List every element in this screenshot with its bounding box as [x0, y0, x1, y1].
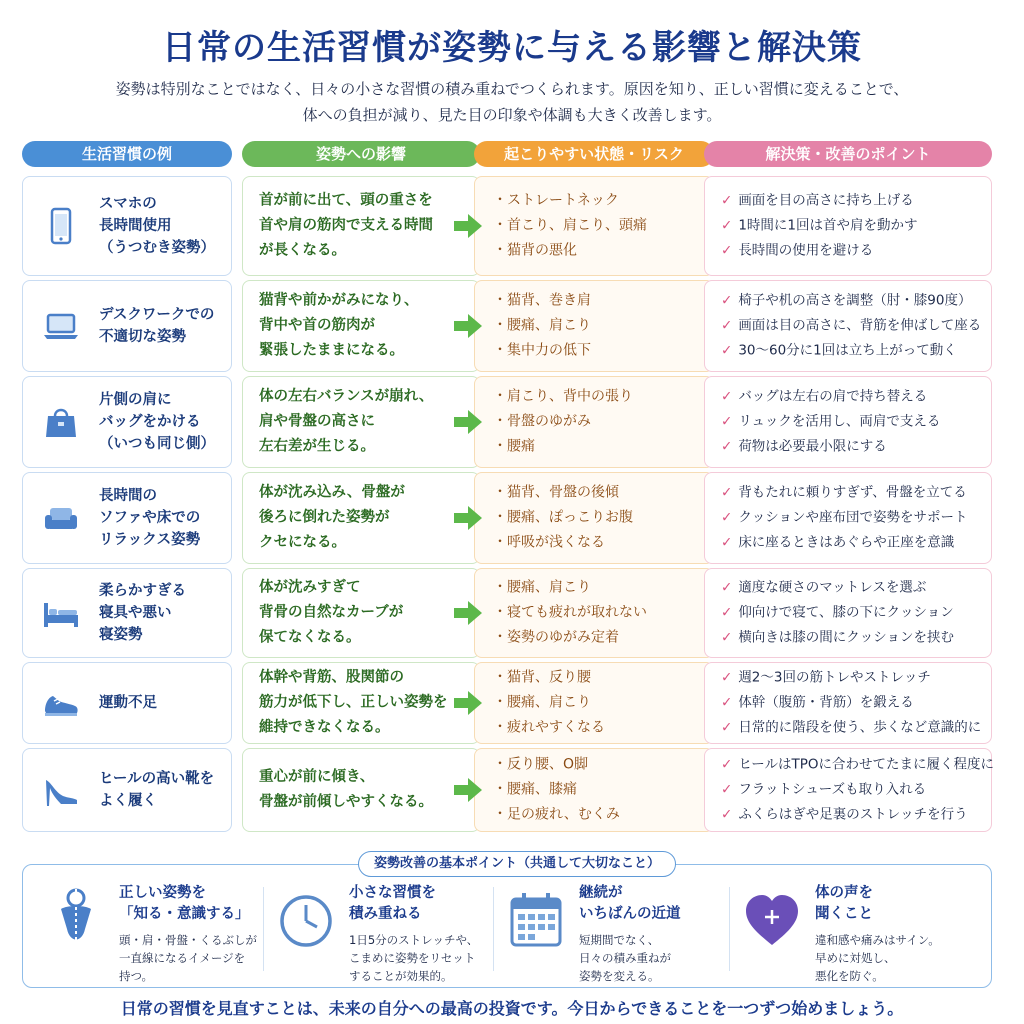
basic-desc-line: こまめに姿勢をリセット — [349, 951, 476, 965]
solution-item — [721, 289, 985, 314]
risk-item — [493, 601, 705, 626]
solution-text: 画面を目の高さに持ち上げる — [738, 192, 914, 209]
risk-text: 腰痛、ぽっこりお腹 — [507, 509, 633, 526]
check-icon: ✓ — [721, 413, 733, 430]
check-icon: ✓ — [721, 719, 733, 736]
effect-cell — [242, 568, 480, 658]
effect-line: 体が沈みすぎて — [259, 579, 361, 596]
basic-desc — [119, 931, 257, 985]
effect-line: 首が前に出て、頭の重さを — [259, 192, 433, 209]
basic-point — [507, 881, 727, 981]
habit-line: 長時間使用 — [99, 218, 172, 234]
effect-text — [259, 576, 461, 651]
check-icon: ✓ — [721, 388, 733, 405]
solution-text: 30〜60分に1回は立ち上がって動く — [738, 342, 957, 359]
basic-title-line: 正しい姿勢を — [119, 885, 206, 901]
solution-text: バッグは左右の肩で持ち替える — [738, 388, 928, 405]
basic-point — [743, 881, 963, 981]
basic-desc-line: 持つ。 — [119, 969, 154, 983]
calendar-icon — [507, 887, 565, 951]
effect-text — [259, 481, 461, 556]
arrow-right-icon — [452, 776, 484, 804]
risk-text: 腰痛、肩こり — [507, 317, 591, 334]
habit-cell — [22, 376, 232, 468]
solution-text: フラットシューズも取り入れる — [738, 781, 927, 798]
solution-text: ふくらはぎや足裏のストレッチを行う — [738, 806, 968, 823]
arrow-right-icon — [452, 408, 484, 436]
arrow-right-icon — [452, 504, 484, 532]
risk-text: 腰痛 — [507, 438, 535, 455]
table-row — [22, 176, 992, 276]
risk-item — [493, 626, 705, 651]
risk-item — [493, 314, 705, 339]
basic-title — [349, 883, 436, 925]
risk-item — [493, 410, 705, 435]
bed-icon — [39, 591, 83, 635]
header-solution: 解決策・改善のポイント — [704, 141, 992, 167]
solution-item — [721, 576, 985, 601]
check-icon: ✓ — [721, 579, 733, 596]
risk-text: 足の疲れ、むくみ — [507, 806, 620, 823]
solution-cell — [704, 568, 992, 658]
effect-line: 重心が前に傾き、 — [259, 769, 375, 785]
solution-text: クッションや座布団で姿勢をサポート — [738, 509, 968, 526]
risk-cell — [474, 748, 714, 832]
risk-list — [493, 666, 705, 741]
basic-title-line: 小さな習慣を — [349, 885, 436, 901]
solution-text: 横向きは膝の間にクッションを挟む — [738, 629, 955, 646]
check-icon: ✓ — [721, 509, 733, 526]
basic-desc-line: することが効果的。 — [349, 969, 453, 983]
risk-item — [493, 289, 705, 314]
basic-desc-line: 姿勢を変える。 — [579, 969, 660, 983]
heart-icon — [743, 887, 801, 951]
solution-item — [721, 435, 985, 460]
risk-text: 呼吸が浅くなる — [507, 534, 605, 551]
effect-line: 背中や首の筋肉が — [259, 317, 375, 334]
habit-text — [99, 304, 223, 348]
solution-text: 1時間に1回は首や肩を動かす — [738, 217, 918, 234]
risk-text: 腰痛、肩こり — [507, 579, 591, 596]
solution-text: 週2〜3回の筋トレやストレッチ — [738, 669, 931, 686]
basic-title-line: 聞くこと — [815, 906, 873, 922]
risk-item — [493, 803, 705, 828]
habit-cell — [22, 472, 232, 564]
risk-item — [493, 753, 705, 778]
risk-text: 首こり、肩こり、頭痛 — [507, 217, 647, 234]
effect-line: 左右差が生じる。 — [259, 438, 375, 455]
habit-line: スマホの — [99, 196, 157, 212]
header-habit: 生活習慣の例 — [22, 141, 232, 167]
risk-text: 集中力の低下 — [507, 342, 591, 359]
risk-text: 猫背の悪化 — [507, 242, 577, 259]
basic-desc-line: 一直線になるイメージを — [119, 951, 246, 965]
solution-item — [721, 214, 985, 239]
solution-text: 背もたれに頼りすぎず、骨盤を立てる — [738, 484, 967, 501]
effect-line: 背骨の自然なカーブが — [259, 604, 404, 621]
posture-figure-icon — [47, 887, 105, 951]
table-row — [22, 280, 992, 372]
solution-list — [721, 666, 985, 741]
laptop-icon — [39, 304, 83, 348]
table-row — [22, 472, 992, 564]
basic-desc — [815, 931, 940, 985]
solution-cell — [704, 176, 992, 276]
risk-item — [493, 339, 705, 364]
risk-cell — [474, 376, 714, 468]
table-row — [22, 748, 995, 832]
effect-cell — [242, 280, 480, 372]
basic-desc — [579, 931, 671, 985]
check-icon: ✓ — [721, 484, 733, 501]
solution-cell — [704, 280, 992, 372]
habit-text — [99, 389, 223, 455]
basic-desc-line: 頭・肩・骨盤・くるぶしが — [119, 933, 257, 947]
risk-list — [493, 576, 705, 651]
solution-text: ヒールはTPOに合わせてたまに履く程度に — [738, 756, 995, 773]
check-icon: ✓ — [721, 694, 733, 711]
solution-list — [721, 385, 985, 460]
habit-line: （いつも同じ側） — [99, 436, 215, 452]
basic-desc-line: 早めに対処し、 — [815, 951, 896, 965]
risk-cell — [474, 280, 714, 372]
habit-line: 柔らかすぎる — [99, 583, 186, 599]
effect-line: が長くなる。 — [259, 242, 346, 259]
risk-text: 猫背、反り腰 — [507, 669, 591, 686]
basic-title — [815, 883, 873, 925]
solution-item — [721, 410, 985, 435]
habit-line: ソファや床での — [99, 510, 201, 526]
effect-cell — [242, 176, 480, 276]
risk-item — [493, 531, 705, 556]
intro-line-2: 体への負担が減り、見た目の印象や体調も大きく改善します。 — [302, 106, 722, 124]
page-title: 日常の生活習慣が姿勢に与える影響と解決策 — [162, 28, 862, 68]
effect-text — [259, 289, 461, 364]
risk-text: 腰痛、膝痛 — [507, 781, 577, 798]
table-row — [22, 662, 992, 744]
effect-cell — [242, 662, 480, 744]
solution-list — [721, 481, 985, 556]
solution-cell — [704, 662, 992, 744]
effect-text — [259, 385, 461, 460]
solution-text: 椅子や机の高さを調整（肘・膝90度） — [738, 292, 972, 309]
check-icon: ✓ — [721, 292, 733, 309]
solution-list — [721, 753, 995, 828]
solution-list — [721, 576, 985, 651]
risk-list — [493, 481, 705, 556]
effect-line: 保てなくなる。 — [259, 629, 361, 646]
solution-item — [721, 385, 985, 410]
check-icon: ✓ — [721, 781, 733, 798]
risk-text: 骨盤のゆがみ — [507, 413, 591, 430]
basic-title-line: 積み重ねる — [349, 906, 422, 922]
solution-list — [721, 289, 985, 364]
intro-text — [40, 76, 984, 128]
divider — [493, 887, 494, 971]
solution-item — [721, 691, 985, 716]
basics-label: 姿勢改善の基本ポイント（共通して大切なこと） — [358, 851, 676, 877]
habit-line: リラックス姿勢 — [99, 532, 201, 548]
effect-line: 体が沈み込み、骨盤が — [259, 484, 405, 501]
arrow-right-icon — [452, 599, 484, 627]
solution-item — [721, 189, 985, 214]
risk-item — [493, 576, 705, 601]
risk-item — [493, 691, 705, 716]
risk-text: 姿勢のゆがみ定着 — [507, 629, 619, 646]
risk-cell — [474, 568, 714, 658]
habit-cell — [22, 568, 232, 658]
risk-text: 疲れやすくなる — [507, 719, 605, 736]
divider — [263, 887, 264, 971]
solution-item — [721, 339, 985, 364]
habit-line: バッグをかける — [99, 414, 201, 430]
risk-item — [493, 778, 705, 803]
risk-list — [493, 289, 705, 364]
habit-line: （うつむき姿勢） — [99, 240, 215, 256]
basic-title-line: 体の声を — [815, 885, 873, 901]
solution-item — [721, 531, 985, 556]
sneaker-icon — [39, 681, 83, 725]
habit-line: デスクワークでの — [99, 307, 215, 323]
risk-item — [493, 481, 705, 506]
solution-cell — [704, 376, 992, 468]
basic-point — [47, 881, 267, 981]
check-icon: ✓ — [721, 342, 733, 359]
solution-item — [721, 314, 985, 339]
habit-line: 不適切な姿勢 — [99, 329, 186, 345]
solution-item — [721, 506, 985, 531]
basic-desc — [349, 931, 478, 985]
habit-line: 寝具や悪い — [99, 605, 172, 621]
check-icon: ✓ — [721, 217, 733, 234]
effect-cell — [242, 472, 480, 564]
basic-title-line: 「知る・意識する」 — [119, 906, 250, 922]
habit-cell — [22, 280, 232, 372]
effect-line: 体の左右バランスが崩れ、 — [259, 388, 434, 405]
effect-line: 体幹や背筋、股関節の — [259, 669, 404, 686]
risk-list — [493, 189, 705, 264]
solution-text: 日常的に階段を使う、歩くなど意識的に — [738, 719, 982, 736]
basic-title-line: いちばんの近道 — [579, 906, 681, 922]
solution-text: 荷物は必要最小限にする — [738, 438, 887, 455]
solution-item — [721, 239, 985, 264]
effect-line: 首や肩の筋肉で支える時間 — [259, 217, 433, 234]
solution-text: 床に座るときはあぐらや正座を意識 — [738, 534, 955, 551]
effect-line: 骨盤が前傾しやすくなる。 — [259, 794, 433, 810]
effect-line: クセになる。 — [259, 534, 346, 551]
column-headers — [22, 141, 992, 167]
smartphone-icon — [39, 204, 83, 248]
risk-text: 反り腰、O脚 — [507, 756, 589, 773]
habit-cell — [22, 748, 232, 832]
solution-text: 長時間の使用を避ける — [738, 242, 874, 259]
risk-item — [493, 435, 705, 460]
solution-item — [721, 803, 985, 828]
effect-cell — [242, 748, 480, 832]
risk-text: 寝ても疲れが取れない — [507, 604, 647, 621]
arrow-right-icon — [452, 212, 484, 240]
solution-list — [721, 189, 985, 264]
header-effect: 姿勢への影響 — [242, 141, 480, 167]
solution-text: 仰向けで寝て、膝の下にクッション — [738, 604, 954, 621]
habit-line: 運動不足 — [99, 695, 157, 711]
habit-text — [99, 485, 223, 551]
risk-list — [493, 753, 705, 828]
solution-item — [721, 753, 995, 778]
habit-cell — [22, 662, 232, 744]
intro-line-1: 姿勢は特別なことではなく、日々の小さな習慣の積み重ねでつくられます。原因を知り、正しい習慣に変えることで、 — [115, 80, 909, 98]
risk-cell — [474, 176, 714, 276]
basic-desc-line: 違和感や痛みはサイン。 — [815, 933, 940, 947]
solution-cell — [704, 472, 992, 564]
risk-list — [493, 385, 705, 460]
risk-cell — [474, 472, 714, 564]
solution-text: 適度な硬さのマットレスを選ぶ — [738, 579, 927, 596]
check-icon: ✓ — [721, 534, 733, 551]
risk-item — [493, 716, 705, 741]
habit-line: 寝姿勢 — [99, 627, 143, 643]
check-icon: ✓ — [721, 317, 733, 334]
closing-message: 日常の習慣を見直すことは、未来の自分への最高の投資です。今日からできることを一つずつ始めましょう。 — [120, 999, 904, 1018]
solution-item — [721, 666, 985, 691]
effect-line: 猫背や前かがみになり、 — [259, 292, 419, 309]
habit-line: 長時間の — [99, 488, 157, 504]
solution-text: 画面は目の高さに、背筋を伸ばして座る — [738, 317, 982, 334]
check-icon: ✓ — [721, 242, 733, 259]
basic-title-line: 継続が — [579, 885, 623, 901]
high-heel-icon — [39, 768, 83, 812]
risk-text: ストレートネック — [507, 192, 619, 209]
check-icon: ✓ — [721, 806, 733, 823]
risk-item — [493, 385, 705, 410]
habit-line: 片側の肩に — [99, 392, 172, 408]
habit-text — [99, 193, 223, 259]
solution-text: リュックを活用し、両肩で支える — [738, 413, 941, 430]
basic-desc-line: 1日5分のストレッチや、 — [349, 933, 479, 947]
effect-line: 後ろに倒れた姿勢が — [259, 509, 390, 526]
risk-item — [493, 666, 705, 691]
basic-desc-line: 日々の積み重ねが — [579, 951, 671, 965]
divider — [729, 887, 730, 971]
solution-text: 体幹（腹筋・背筋）を鍛える — [738, 694, 914, 711]
check-icon: ✓ — [721, 438, 733, 455]
arrow-right-icon — [452, 689, 484, 717]
risk-item — [493, 239, 705, 264]
risk-text: 猫背、骨盤の後傾 — [507, 484, 619, 501]
solution-item — [721, 481, 985, 506]
basics-panel — [22, 856, 992, 988]
bag-icon — [39, 400, 83, 444]
habit-line: よく履く — [99, 793, 157, 809]
habit-text — [99, 768, 223, 812]
check-icon: ✓ — [721, 629, 733, 646]
risk-cell — [474, 662, 714, 744]
habit-text — [99, 580, 223, 646]
basic-point — [277, 881, 497, 981]
risk-item — [493, 189, 705, 214]
effect-line: 緊張したままになる。 — [259, 342, 404, 359]
solution-item — [721, 626, 985, 651]
effect-line: 肩や骨盤の高さに — [259, 413, 375, 430]
habit-line: ヒールの高い靴を — [99, 771, 215, 787]
sofa-icon — [39, 496, 83, 540]
check-icon: ✓ — [721, 192, 733, 209]
risk-item — [493, 214, 705, 239]
header-risk: 起こりやすい状態・リスク — [474, 141, 714, 167]
risk-text: 猫背、巻き肩 — [507, 292, 591, 309]
basic-title — [579, 883, 681, 925]
table-row — [22, 376, 992, 468]
risk-item — [493, 506, 705, 531]
check-icon: ✓ — [721, 669, 733, 686]
check-icon: ✓ — [721, 756, 733, 773]
effect-text — [259, 189, 461, 264]
table-row — [22, 568, 992, 658]
basic-desc-line: 悪化を防ぐ。 — [815, 969, 884, 983]
effect-line: 筋力が低下し、正しい姿勢を — [259, 694, 448, 711]
solution-item — [721, 716, 985, 741]
arrow-right-icon — [452, 312, 484, 340]
effect-text — [259, 666, 461, 741]
basic-title — [119, 883, 250, 925]
solution-cell — [704, 748, 995, 832]
basic-desc-line: 短期間でなく、 — [579, 933, 660, 947]
risk-text: 腰痛、肩こり — [507, 694, 591, 711]
habit-cell — [22, 176, 232, 276]
effect-text — [259, 765, 461, 815]
risk-text: 肩こり、背中の張り — [507, 388, 633, 405]
check-icon: ✓ — [721, 604, 733, 621]
effect-line: 維持できなくなる。 — [259, 719, 390, 736]
solution-item — [721, 601, 985, 626]
effect-cell — [242, 376, 480, 468]
solution-item — [721, 778, 985, 803]
clock-icon — [277, 887, 335, 951]
habit-text — [99, 692, 223, 714]
